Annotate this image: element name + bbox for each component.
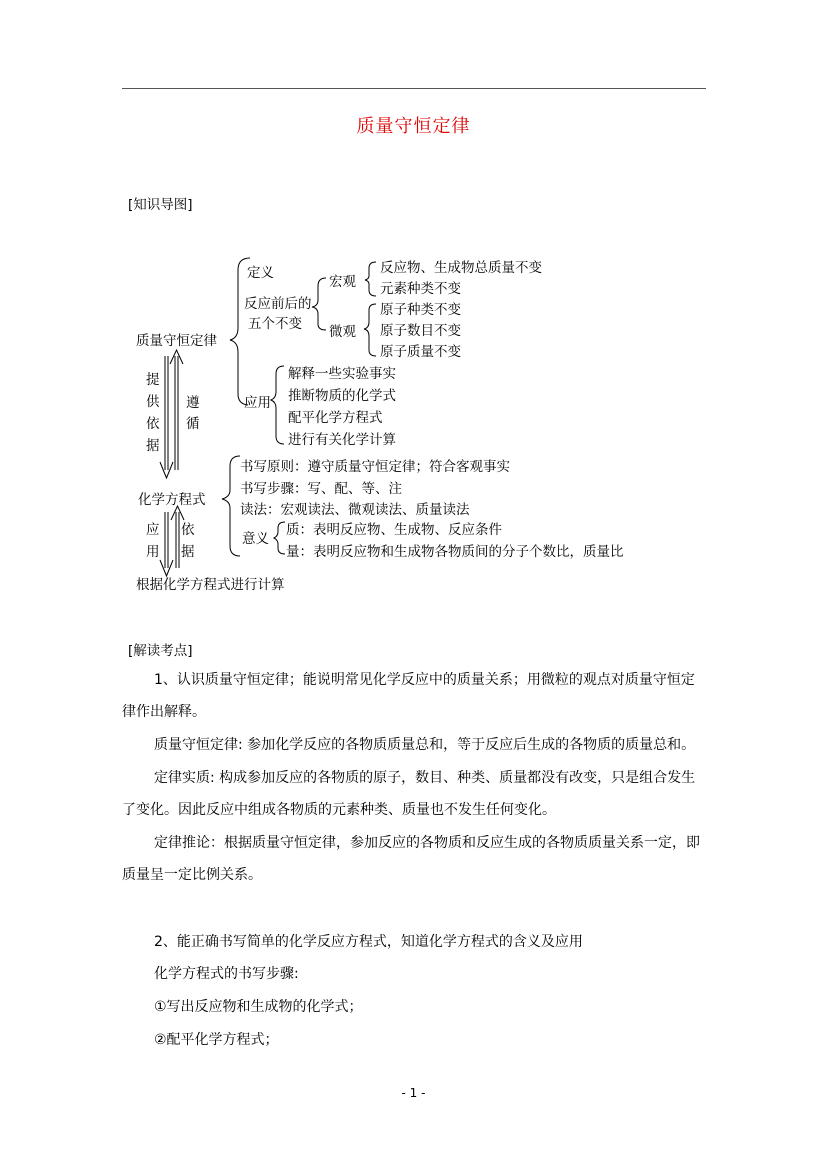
- application-item-1: 解释一些实验事实: [288, 366, 396, 382]
- point-2: 2、能正确书写简单的化学反应方程式，知道化学方程式的含义及应用: [154, 934, 583, 950]
- node-five-2: 五个不变: [248, 316, 302, 332]
- law-essence: 定律实质: 构成参加反应的各物质的原子，数目、种类、质量都没有改变，只是组合发生了变化。因此反应中组成各物质的元素种类、质量也不发生任何变化。: [122, 770, 696, 818]
- page-title: 质量守恒定律: [356, 116, 471, 137]
- points-heading: [解读考点]: [128, 643, 193, 659]
- label-apply-2: 用: [146, 544, 160, 560]
- step-1: ①写出反应物和生成物的化学式；: [154, 999, 363, 1015]
- application-item-4: 进行有关化学计算: [288, 432, 396, 448]
- label-basis-2: 据: [181, 544, 195, 560]
- meaning-item-2: 量：表明反应物和生成物各物质间的分子个数比，质量比: [286, 544, 624, 560]
- node-micro: 微观: [329, 324, 356, 340]
- point-1: 1、认识质量守恒定律；能说明常见化学反应中的质量关系；用微粒的观点对质量守恒定律作出解释。: [122, 672, 695, 720]
- application-item-2: 推断物质的化学式: [288, 388, 396, 404]
- label-provide-3: 依: [146, 416, 160, 432]
- application-item-3: 配平化学方程式: [288, 410, 383, 426]
- eq-item-3: 读法：宏观读法、微观读法、质量读法: [240, 502, 470, 518]
- label-provide-2: 供: [146, 394, 160, 410]
- node-application: 应用: [244, 395, 271, 411]
- node-meaning: 意义: [242, 531, 269, 547]
- label-basis-1: 依: [181, 522, 195, 538]
- brace-meaning: [274, 522, 285, 554]
- label-provide-1: 提: [146, 372, 160, 388]
- eq-item-1: 书写原则：遵守质量守恒定律；符合客观事实: [240, 459, 510, 475]
- law-definition: 质量守恒定律: 参加化学反应的各物质质量总和，等于反应后生成的各物质的质量总和。: [154, 737, 696, 753]
- brace-equation: [222, 456, 240, 556]
- brace-macro: [365, 262, 376, 296]
- macro-item-1: 反应物、生成物总质量不变: [380, 260, 542, 276]
- law-inference: 定律推论：根据质量守恒定律，参加反应的各物质和反应生成的各物质质量关系一定，即质量呈一定比例关系。: [122, 835, 700, 883]
- meaning-item-1: 质：表明反应物、生成物、反应条件: [286, 522, 502, 538]
- page-number: - 1 -: [401, 1086, 426, 1100]
- micro-item-1: 原子种类不变: [380, 302, 461, 318]
- root-chemical-equation: 化学方程式: [138, 492, 206, 508]
- label-apply-1: 应: [146, 522, 160, 538]
- brace-application: [271, 366, 284, 444]
- root-calculation: 根据化学方程式进行计算: [136, 577, 285, 593]
- micro-item-2: 原子数目不变: [380, 323, 461, 339]
- brace-micro: [364, 304, 376, 356]
- macro-item-2: 元素种类不变: [380, 281, 461, 297]
- mindmap-heading: [知识导图]: [128, 197, 193, 213]
- node-five-1: 反应前后的: [244, 296, 312, 312]
- label-follow-2: 循: [186, 416, 200, 432]
- root-mass-conservation: 质量守恒定律: [136, 333, 217, 349]
- steps-heading: 化学方程式的书写步骤:: [154, 966, 299, 982]
- eq-item-2: 书写步骤：写、配、等、注: [240, 481, 402, 497]
- label-provide-4: 据: [146, 438, 160, 454]
- node-definition: 定义: [247, 265, 274, 281]
- brace-five: [312, 278, 326, 330]
- step-2: ②配平化学方程式；: [154, 1032, 279, 1048]
- micro-item-3: 原子质量不变: [380, 344, 461, 360]
- node-macro: 宏观: [329, 274, 356, 290]
- label-follow-1: 遵: [186, 395, 200, 411]
